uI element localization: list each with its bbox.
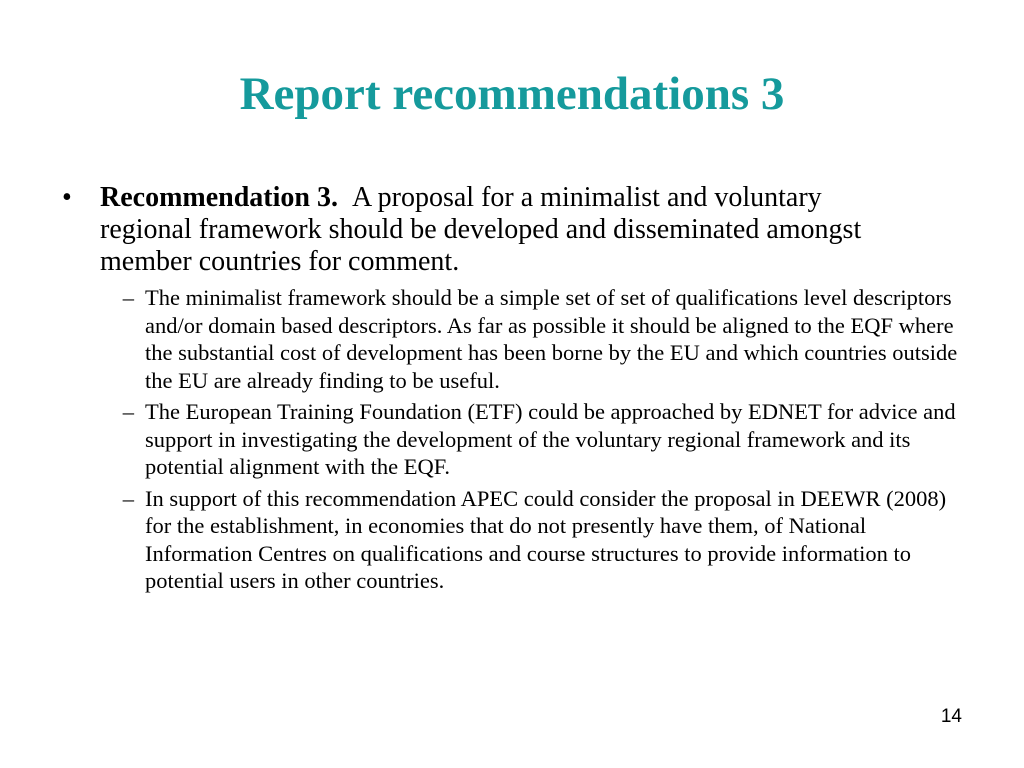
bullet-marker: • bbox=[62, 182, 72, 213]
sub-bullet-item bbox=[62, 284, 972, 394]
dash-marker: – bbox=[122, 399, 134, 424]
bullet-item bbox=[62, 182, 972, 278]
sub-bullet-text: In support of this recommendation APEC could consider the proposal in DEEWR (2008) for the establishment, in economies that do not presently have them, of National Information Centres on qualifications and course structures to provide information to potential users in other countries. bbox=[145, 485, 947, 593]
slide-title: Report recommendations 3 bbox=[239, 68, 785, 120]
bullet-body: A proposal for a minimalist and voluntary regional framework should be developed and disseminated amongst member countries for comment. bbox=[100, 182, 862, 277]
slide-body bbox=[62, 182, 972, 599]
sub-bullet-item bbox=[62, 485, 972, 595]
dash-marker: – bbox=[122, 485, 134, 511]
bullet-text bbox=[100, 182, 890, 278]
sub-bullet-item bbox=[62, 398, 972, 481]
sub-bullet-text: The minimalist framework should be a simple set of set of qualifications level descriptors and/or domain based descriptors. As far as possible it should be aligned to the EQF where the substantial cost of development has been borne by the EU and which countries outside the EU are already finding to be useful. bbox=[145, 285, 958, 393]
sub-bullet-list bbox=[62, 284, 972, 595]
page-number: 14 bbox=[940, 706, 962, 727]
dash-marker: – bbox=[122, 285, 134, 310]
bullet-heading: Recommendation 3. bbox=[100, 182, 338, 213]
sub-bullet-text: The European Training Foundation (ETF) could be approached by EDNET for advice and support in investigating the development of the voluntary regional framework and its potential alignment with the EQF. bbox=[145, 399, 956, 479]
